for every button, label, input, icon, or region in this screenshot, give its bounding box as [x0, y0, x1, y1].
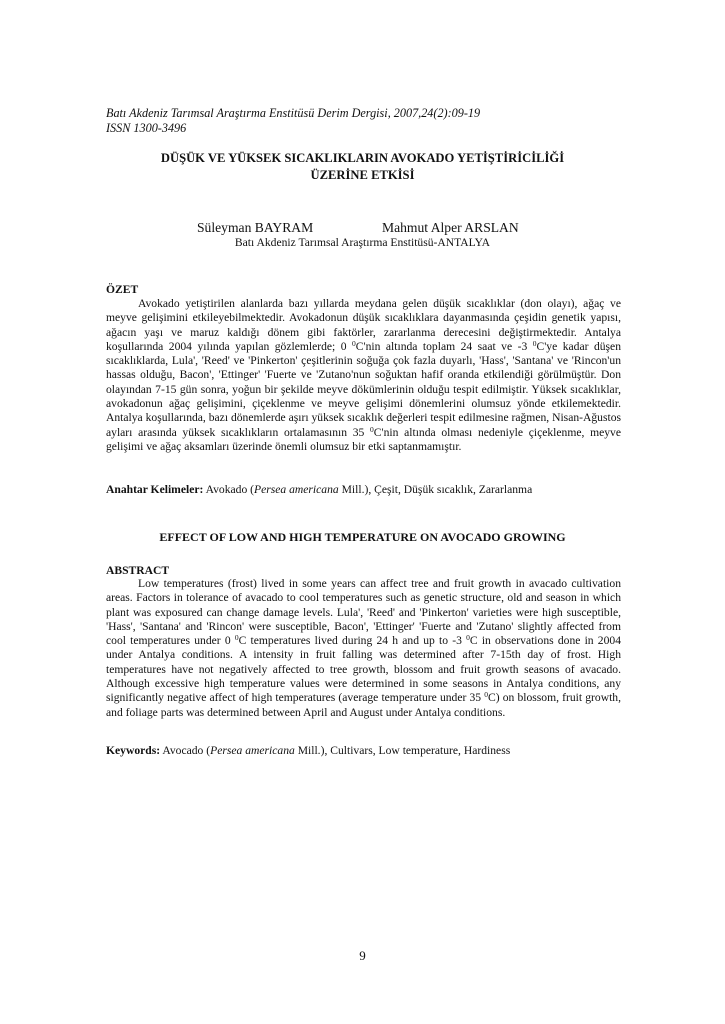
journal-header: [106, 106, 480, 135]
keywords-label: Anahtar Kelimeler:: [106, 483, 204, 496]
keywords-text: Mill.), Cultivars, Low temperature, Hardiness: [294, 744, 511, 757]
paper-title: [106, 150, 619, 184]
turkish-keywords: [106, 483, 621, 497]
degree-superscript: 0: [234, 633, 239, 643]
ozet-heading: ÖZET: [106, 283, 139, 296]
english-title: EFFECT OF LOW AND HIGH TEMPERATURE ON AVOCADO GROWING: [159, 530, 566, 544]
abstract-paragraph: [106, 577, 621, 720]
author-1: Süleyman BAYRAM: [197, 220, 314, 235]
journal-citation: Batı Akdeniz Tarımsal Araştırma Enstitüsü Derim Dergisi, 2007,24(2):09-19: [106, 106, 481, 120]
ozet-text-1: Avokado yetiştirilen alanlarda bazı yıllarda meydana gelen düşük sıcaklıklar (don olayı), ağaç ve meyve gelişimini etkileyebilmektedir. Avokadonun düşük sıcaklıklara dayanmasında çeşidin genetik yapısı, ağacın yaşı ve maruz kaldığı dönem gibi faktörler, zararlanma derecesini değiştirmektedir. Antalya koşullarında 2004 yılında yapılan gözlemlerde; 0: [106, 297, 621, 353]
degree-superscript: 0: [466, 633, 470, 643]
ozet-text-4: C'nin altında olması nedeniyle çiçeklenme, meyve gelişimi ve ağaç aksamları üzerinde önemli olumsuz bir etki saptanmamıştır.: [106, 425, 621, 453]
abstract-text-2: C temperatures lived during 24 h and up to -3: [238, 634, 467, 648]
author-2: Mahmut Alper ARSLAN: [382, 220, 519, 235]
author-affiliation: Batı Akdeniz Tarımsal Araştırma Enstitüsü-ANTALYA: [234, 236, 491, 249]
degree-superscript: 0: [352, 338, 356, 348]
keywords-text: Avocado (: [160, 744, 211, 757]
keywords-text: Mill.), Çeşit, Düşük sıcaklık, Zararlanma: [338, 483, 533, 496]
paper-title-line-1: DÜŞÜK VE YÜKSEK SICAKLIKLARIN AVOKADO YETİŞTİRİCİLİĞİ: [160, 151, 565, 165]
page-number: 9: [359, 948, 366, 963]
paper-title-line-2: ÜZERİNE ETKİSİ: [310, 168, 415, 182]
ozet-paragraph: [106, 297, 621, 454]
degree-superscript: 0: [370, 424, 374, 434]
abstract-text-4: C) on blossom, fruit growth, and foliage parts was determined between April and August under Antalya conditions.: [106, 691, 621, 719]
species-name: Persea americana: [210, 744, 295, 757]
degree-superscript: 0: [484, 690, 488, 700]
keywords-label: Keywords:: [106, 744, 161, 757]
keywords-text: Avokado (: [203, 483, 255, 496]
journal-issn: ISSN 1300-3496: [106, 120, 187, 135]
abstract-heading: ABSTRACT: [106, 564, 170, 577]
species-name: Persea americana: [254, 483, 339, 496]
abstract-text-1: Low temperatures (frost) lived in some years can affect tree and fruit growth in avacado cultivation areas. Factors in tolerance of avacado to cool temperatures such as genetic structure, old and season in which plant was exposured can change damage levels. Lula', 'Reed' and 'Pinkerton' varieties were high susceptible, 'Hass', 'Santana' and 'Rincon' were susceptible, Bacon', 'Ettinger' 'Fuerte and 'Zutano' slightly affected from cool temperatures under 0: [106, 577, 621, 648]
abstract-text-3: C in observations done in 2004 under Antalya conditions. A intensity in fruit falling was determined after 7-15th day of frost. High temperatures have not negatively affected to tree growth, blossom and fruit growth seasons of avacado. Although excessive high temperature values were determined in some seasons in Antalya conditions, any significantly negative affect of high temperatures (average temperature under 35: [106, 634, 621, 705]
english-keywords: [106, 744, 621, 758]
ozet-text-2: C'nin altında toplam 24 saat ve -3: [355, 339, 533, 353]
ozet-text-3: C'ye kadar düşen sıcaklıklarda, Lula', 'Reed' ve 'Pinkerton' çeşitlerinin soğuğa çok fazla duyarlı, 'Hass', 'Santana' ve 'Rincon'un hassas olduğu, Bacon', 'Ettinger' 'Fuerte ve 'Zutano'nun soğuktan hafif oranda etkilendiği görülmüştür. Don olayından 7-15 gün sonra, yoğun bir şekilde meyve dökümlerinin olduğu tespit edilmiştir. Yüksek sıcaklıklar, avokadonun ağaç gelişimini, çiçeklenme ve meyve gelişimi dönemlerini olumsuz yönde etkilemektedir. Antalya koşullarında, bazı dönemlerde aşırı yüksek sıcaklık değerleri tespit edilmesine rağmen, Nisan-Ağustos ayları arasında yüksek sıcaklıkların ortalamasının 35: [106, 339, 622, 439]
degree-superscript: 0: [532, 338, 537, 348]
